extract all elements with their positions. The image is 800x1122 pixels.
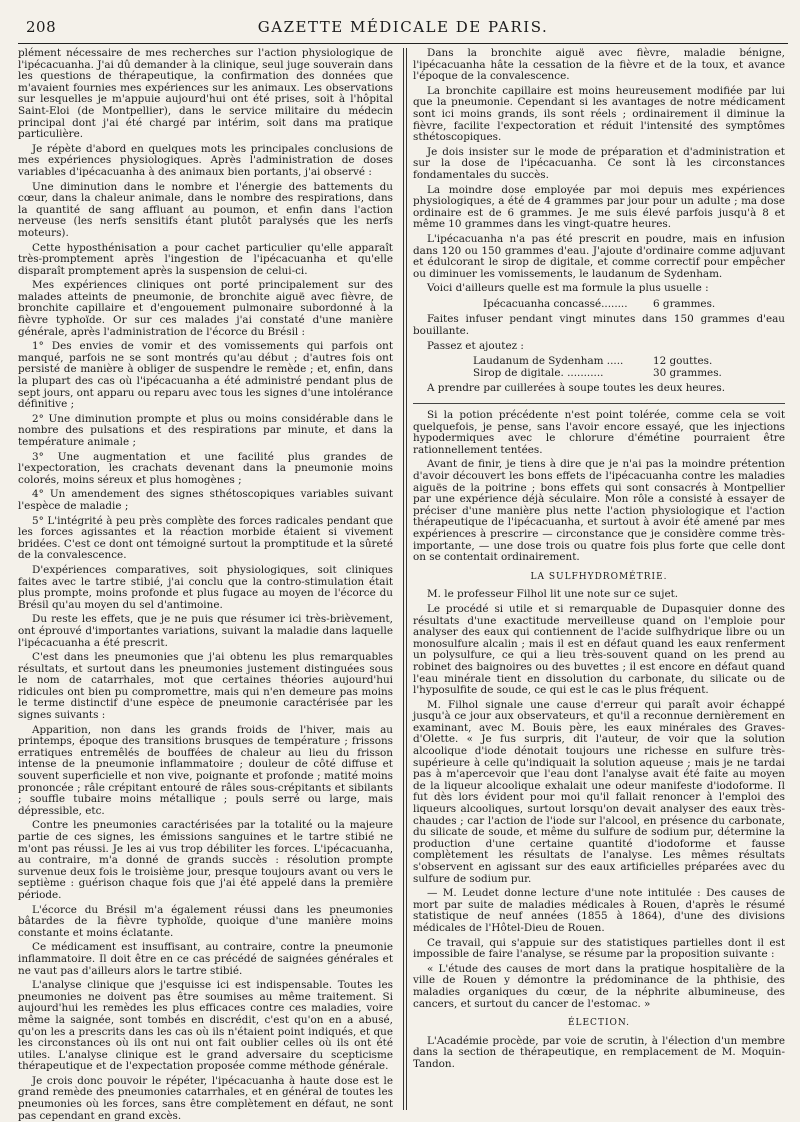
paragraph: Je répète d'abord en quelques mots les principales conclusions de mes expériences physiologiques. Après l'administration de doses variables d'ipécacuanha à des animaux bien portants, j'ai observé : — [18, 142, 393, 178]
paragraph: L'analyse clinique que j'esquisse ici est indispensable. Toutes les pneumonies ne doivent pas être soumises au même traitement. Si aujourd'hui les remèdes les plus efficaces contre ces maladies, voire même la saignée, sont tombés en discrédit, c'est qu'on en a abusé, qu'on les a prescrits dans les cas où ils n'étaient point indiqués, et que les circonstances où ils ont nui ont fait oublier celles où ils ont été utiles. L'analyse clinique est le grand adversaire du scepticisme thérapeutique et de l'expectation proposée comme méthode générale. — [18, 979, 393, 1073]
list-item: 4° Un amendement des signes sthétoscopiques variables suivant l'espèce de maladie ; — [18, 488, 393, 512]
header-rule — [18, 43, 788, 44]
list-item: 1° Des envies de vomir et des vomissements qui parfois ont manqué, parfois ne se sont montrés qu'au début ; d'autres fois ont persisté de manière à obliger de suspendre le remède ; et, enfin, dans la plupart des cas où l'ipécacuanha a été administré pendant plus de sept jours, ont apparu ou reparu avec tous les signes d'une intolérance définitive ; — [18, 340, 394, 411]
list-item: 3° Une augmentation et une facilité plus grandes de l'expectoration, les crachats devenant dans la pneumonie moins colorés, moins séreux et plus homogènes ; — [18, 450, 393, 486]
paragraph: Si la potion précédente n'est point tolérée, comme cela se voit quelquefois, je pense, sans l'avoir encore essayé, que les injections hypodermiques avec le chlorure d'émétine pourraient être rationnellement tentées. — [413, 409, 785, 456]
paragraph: Contre les pneumonies caractérisées par la totalité ou la majeure partie de ces signes, les émissions sanguines et le tartre stibié ne m'ont pas réussi. Je les ai vus trop débiliter les forces. L'ipécacuanha, au contraire, m'a donné de grands succès : résolution prompte survenue deux fois le troisième jour, presque toujours avant ou vers le septième : guérison chaque fois que j'ai été appelé dans la première période. — [18, 819, 393, 901]
list-item: 5° L'intégrité à peu près complète des forces radicales pendant que les forces agissantes et la réaction morbide étaient si vivement bridées. C'est ce dont ont témoigné surtout la promptitude et la sûreté de la convalescence. — [18, 514, 393, 562]
paragraph: L'écorce du Brésil m'a également réussi dans les pneumonies bâtardes de la fièvre typhoïde, quoique d'une manière moins constante et moins éclatante. — [18, 903, 393, 939]
paragraph: M. le professeur Filhol lit une note sur ce sujet. — [427, 588, 679, 601]
paragraph: Le procédé si utile et si remarquable de Dupasquier donne des résultats d'une exactitude merveilleuse quand on l'emploie pour analyser des eaux qui contiennent de l'acide sulfhydrique libre ou un monosulfure alcalin ; mais il est en défaut quand les eaux renferment un polysulfure, ce qui a lieu très-souvent quand on les prend au robinet des baignoires ou des buvettes ; il est encore en défaut quand l'eau minérale tient en dissolution du carbonate, du silicate ou de l'hyposulfite de soude, ce qui est le cas le plus fréquent. — [413, 602, 785, 697]
section-heading: ÉLECTION. — [567, 1018, 631, 1029]
ingredient-name: Sirop de digitale. ........... — [473, 366, 604, 379]
paragraph: L'ipécacuanha n'a pas été prescrit en poudre, mais en infusion dans 120 ou 150 grammes d'eau. J'ajoute d'ordinaire comme adjuvant et édulcorant le sirop de digitale, et comme correctif pour empêcher ou diminuer les vomissements, le laudanum de Sydenham. — [413, 232, 785, 280]
paragraph: Je crois donc pouvoir le répéter, l'ipécacuanha à haute dose est le grand remède des pneumonies catarrhales, et en général de toutes les pneumonies où les forces, sans être complètement en défaut, ne sont pas cependant en grand excès. — [18, 1074, 393, 1122]
formula-line — [413, 299, 785, 311]
running-title: GAZETTE MÉDICALE DE PARIS. — [257, 18, 549, 36]
page-header — [18, 14, 788, 42]
paragraph: Cette hyposthénisation a pour cachet particulier qu'elle apparaît très-promptement après l'ingestion de l'ipécacuanha et qu'elle disparaît promptement après la suspension de celui-ci. — [18, 241, 393, 277]
paragraph: D'expériences comparatives, soit physiologiques, soit cliniques faites avec le tartre stibié, j'ai conclu que la contro-stimulation était plus prompte, moins profonde et plus fugace au moyen de l'écorce du Brésil qu'au moyen du sel d'antimoine. — [18, 563, 393, 611]
paragraph: Ce médicament est insuffisant, au contraire, contre la pneumonie inflammatoire. Il doit être en ce cas précédé de saignées générales et ne vaut pas d'ailleurs alors le tartre stibié. — [18, 941, 393, 977]
formula-line — [413, 368, 785, 380]
paragraph: Voici d'ailleurs quelle est ma formule la plus usuelle : — [427, 282, 709, 295]
paragraph: La bronchite capillaire est moins heureusement modifiée par lui que la pneumonie. Cependant si les avantages de notre médicament sont ici moins grands, ils sont réels ; ordinairement il diminue la fièvre, facilite l'expectoration et réduit l'intensité des symptômes sthétoscopiques. — [413, 84, 785, 144]
section-rule — [413, 403, 785, 404]
right-column — [413, 48, 785, 1110]
column-divider — [406, 48, 407, 1110]
ingredient-quantity: 6 grammes. — [653, 297, 716, 310]
paragraph: Je dois insister sur le mode de préparation et d'administration et sur la dose de l'ipécacuanha. Ce sont là les circonstances fondamentales du succès. — [413, 145, 785, 181]
paragraph: Mes expériences cliniques ont porté principalement sur des malades atteints de pneumonie, de bronchite aiguë avec fièvre, de bronchite capillaire et d'engouement pulmonaire subordonné à la fièvre typhoïde. Or sur ces malades j'ai constaté d'une manière générale, après l'administration de l'écorce du Brésil : — [18, 279, 393, 338]
paragraph: Une diminution dans le nombre et l'énergie des battements du cœur, dans la chaleur animale, dans le nombre des respirations, dans la quantité de sang affluant au poumon, et enfin dans l'action nerveuse (les nerfs sensitifs étant plutôt paralysés que les nerfs moteurs). — [18, 180, 393, 239]
quotation: « L'étude des causes de mort dans la pratique hospitalière de la ville de Rouen y démontre la prédominance de la phthisie, des maladies organiques du cœur, de la néphrite albumineuse, des cancers, et surtout du cancer de l'estomac. » — [413, 962, 785, 1010]
ingredient-name: Ipécacuanha concassé........ — [483, 297, 628, 310]
paragraph: C'est dans les pneumonies que j'ai obtenu les plus remarquables résultats, et surtout dans les pneumonies justement distinguées sous le nom de catarrhales, mot que certaines théories aujourd'hui ridicules ont bien pu compromettre, mais qui n'en demeure pas moins le terme distinctif d'une espèce de pneumonie caractérisée par les signes suivants : — [18, 651, 393, 722]
paragraph: La moindre dose employée par moi depuis mes expériences physiologiques, a été de 4 grammes par jour pour un adulte ; ma dose ordinaire est de 6 grammes. Je me suis élevé parfois jusqu'à 8 et même 10 grammes dans les vingt-quatre heures. — [413, 183, 785, 231]
paragraph: A prendre par cuillerées à soupe toutes les deux heures. — [427, 382, 725, 395]
paragraph: Apparition, non dans les grands froids de l'hiver, mais au printemps, époque des transitions brusques de température ; frissons erratiques entremêlés de bouffées de chaleur au lieu du frisson intense de la pneumonie inflammatoire ; douleur de côté diffuse et souvent superficielle et non vive, poignante et profonde ; matité moins prononcée ; râle crépitant entouré de râles sous-crépitants et sibilants ; souffle tubaire moins métallique ; pouls serré ou large, mais dépressible, etc. — [18, 723, 393, 817]
page-number: 208 — [26, 18, 57, 36]
paragraph: Avant de finir, je tiens à dire que je n'ai pas la moindre prétention d'avoir découvert les bons effets de l'ipécacuanha contre les maladies aiguës de la poitrine ; bons effets qui sont consacrés à Montpellier par une expérience déjà séculaire. Mon rôle a consisté à essayer de préciser d'une manière plus nette l'action physiologique et l'action thérapeutique de l'ipécacuanha, et surtout à avoir été amené par mes expériences à prescrire — circonstance que je considère comme très-importante, — une dose trois ou quatre fois plus forte que celle dont on se contentait ordinairement. — [413, 458, 785, 564]
paragraph: L'Académie procède, par voie de scrutin, à l'élection d'un membre dans la section de thérapeutique, en remplacement de M. Moquin-Tandon. — [413, 1034, 785, 1070]
paragraph: Du reste les effets, que je ne puis que résumer ici très-brièvement, ont éprouvé d'importantes variations, suivant la maladie dans laquelle l'ipécacuanha a été prescrit. — [18, 613, 393, 649]
prescription-formula — [413, 356, 785, 379]
ingredient-quantity: 30 grammes. — [653, 366, 722, 379]
paragraph: — M. Leudet donne lecture d'une note intitulée : Des causes de mort par suite de maladies médicales à Rouen, d'après le résumé statistique de neuf années (1855 à 1864), d'une des divisions médicales de l'Hôtel-Dieu de Rouen. — [413, 887, 785, 934]
list-item: 2° Une diminution prompte et plus ou moins considérable dans le nombre des pulsations et des respirations par minute, et dans la température animale ; — [18, 412, 393, 448]
paragraph: Dans la bronchite aiguë avec fièvre, maladie bénigne, l'ipécacuanha hâte la cessation de la fièvre et de la toux, et avance l'époque de la convalescence. — [413, 47, 785, 83]
left-column — [18, 47, 394, 1122]
ingredient-name: Laudanum de Sydenham ..... — [473, 355, 624, 368]
ingredient-quantity: 12 gouttes. — [653, 355, 713, 368]
section-heading: LA SULFHYDROMÉTRIE. — [530, 571, 668, 582]
paragraph: Faites infuser pendant vingt minutes dans 150 grammes d'eau bouillante. — [413, 313, 785, 338]
prescription-formula — [413, 299, 785, 311]
paragraph: M. Filhol signale une cause d'erreur qui paraît avoir échappé jusqu'à ce jour aux observateurs, et qu'il a reconnue dernièrement en examinant, avec M. Bouis père, les eaux minérales des Graves-d'Olette. « Je fus surpris, dit l'auteur, de voir que la solution alcoolique d'iode dénotait toujours une richesse en sulfure très-supérieure à celle qu'indiquait la solution aqueuse ; mais je ne tardai pas à m'apercevoir que l'eau dont l'analyse avait été faite au moyen de la liqueur alcoolique exhalait une odeur manifeste d'iodoforme. Il fut dès lors évident pour moi qu'il fallait renoncer à l'emploi des liqueurs alcooliques, surtout lorsqu'on devait analyser des eaux très-chaudes ; car l'action de l'iode sur l'alcool, en présence du carbonate, du silicate de soude, et même du sulfure de sodium pur, détermine la production d'une certaine quantité d'iodoforme et fausse complètement les résultats de l'analyse. Les mêmes résultats s'observent en agissant sur des eaux artificielles préparées avec du sulfure de sodium pur. — [413, 698, 785, 885]
paragraph: Passez et ajoutez : — [427, 339, 524, 352]
paragraph: plément nécessaire de mes recherches sur l'action physiologique de l'ipécacuanha. J'ai dû demander à la clinique, seul juge souverain dans les questions de thérapeutique, la confirmation des données que m'avaient fournies mes expériences sur les animaux. Les observations sur lesquelles je m'appuie aujourd'hui ont été prises, soit à l'hôpital Saint-Eloi (de Montpellier), dans le service militaire du médecin principal dont j'ai été chargé par intérim, soit dans ma pratique particulière. — [18, 47, 393, 141]
paragraph: Ce travail, qui s'appuie sur des statistiques partielles dont il est impossible de faire l'analyse, se résume par la proposition suivante : — [413, 936, 785, 961]
column-divider — [403, 48, 404, 1110]
